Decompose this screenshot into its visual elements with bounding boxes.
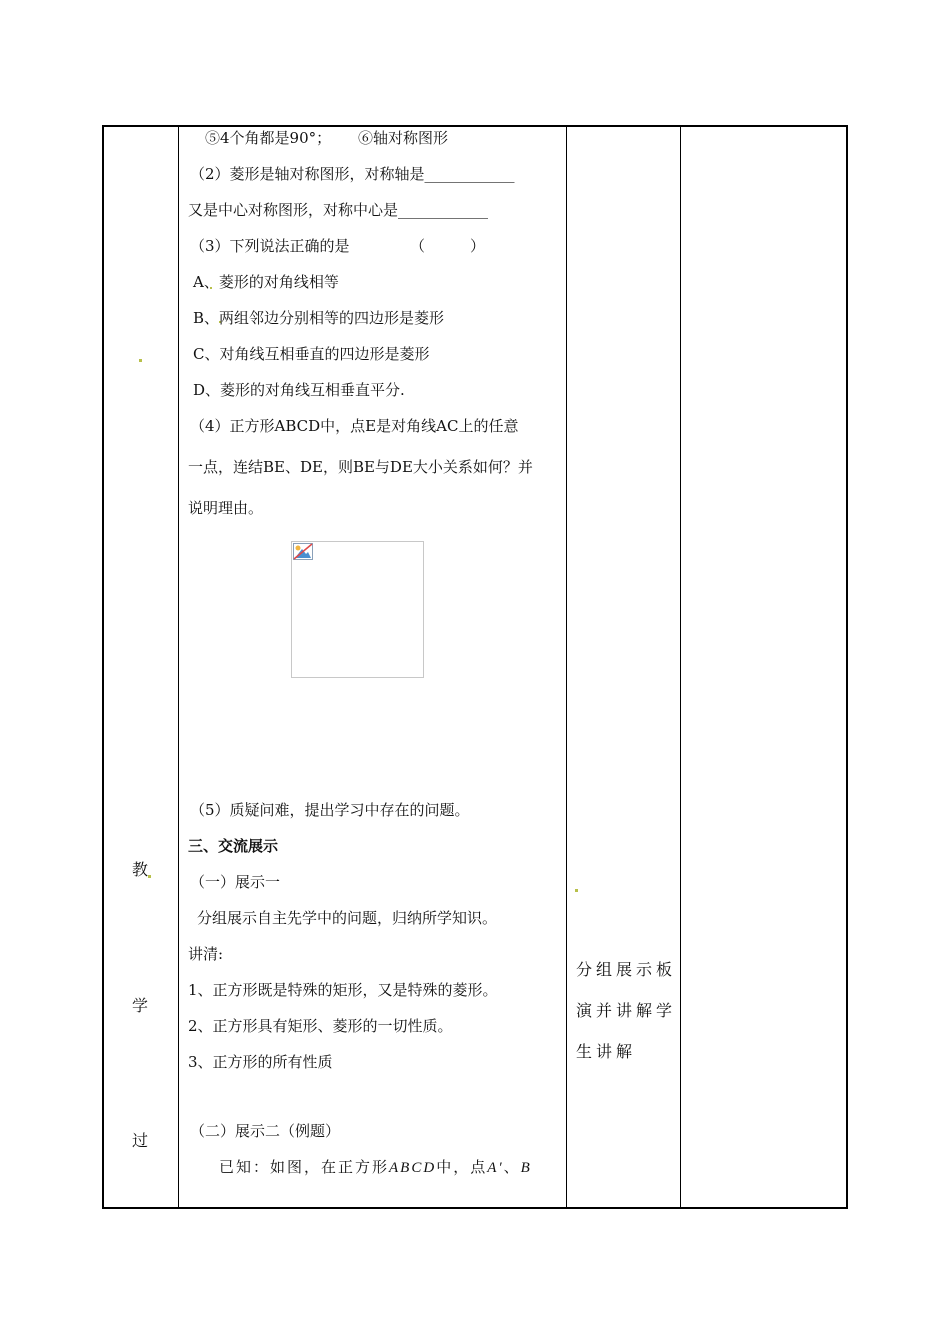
side-label-char: 学 — [132, 996, 149, 1015]
marker-dot — [575, 889, 578, 892]
show-2-heading: （二）展示二（例题） — [190, 1122, 341, 1140]
example-text: 已知：如图，在正方形 — [219, 1158, 390, 1176]
show-1-description: 分组展示自主先学中的问题，归纳所学知识。 — [197, 909, 498, 927]
column-divider — [680, 125, 681, 1209]
option-b: B、两组邻边分别相等的四边形是菱形 — [193, 309, 445, 327]
side-label-char: 教 — [132, 860, 149, 879]
point-3: 3、正方形的所有性质 — [188, 1053, 333, 1071]
question-4-line-3: 说明理由。 — [188, 499, 264, 517]
question-2-line-2: 又是中心对称图形，对称中心是____________ — [188, 201, 489, 219]
note-line: 演并讲解学 — [576, 1001, 677, 1020]
option-d: D、菱形的对角线互相垂直平分. — [193, 381, 405, 399]
property-5: ⑤4个角都是90°； — [205, 129, 332, 147]
option-c: C、对角线互相垂直的四边形是菱形 — [193, 345, 430, 363]
point-2: 2、正方形具有矩形、菱形的一切性质。 — [188, 1017, 453, 1035]
example-intro — [219, 1157, 532, 1178]
note-line: 生讲解 — [576, 1042, 637, 1061]
example-point-a-prime: A′ — [487, 1160, 504, 1176]
question-2-line-1: （2）菱形是轴对称图形，对称轴是____________ — [190, 165, 515, 183]
example-square-name: ABCD — [389, 1160, 437, 1176]
property-6: ⑥轴对称图形 — [358, 129, 449, 147]
option-a: A、菱形的对角线相等 — [193, 273, 339, 291]
point-1: 1、正方形既是特殊的矩形，又是特殊的菱形。 — [188, 981, 498, 999]
column-divider — [178, 125, 179, 1209]
side-label-char: 过 — [132, 1131, 149, 1150]
broken-image-icon — [293, 543, 313, 560]
question-3: （3）下列说法正确的是 — [190, 237, 350, 255]
example-text: 中，点 — [436, 1158, 488, 1176]
section-3-heading: 三、交流展示 — [188, 837, 279, 855]
figure-image-placeholder — [291, 541, 424, 678]
answer-parentheses: （ ） — [410, 237, 486, 255]
example-point-b: B — [520, 1160, 532, 1176]
question-4-line-1: （4）正方形ABCD中，点E是对角线AC上的任意 — [190, 417, 519, 435]
question-4-line-2: 一点，连结BE、DE，则BE与DE大小关系如何？并 — [188, 458, 533, 476]
explain-label: 讲清: — [188, 945, 224, 963]
column-divider — [566, 125, 567, 1209]
note-line: 分组展示板 — [576, 960, 677, 979]
marker-dot — [139, 359, 142, 362]
example-text: 、 — [503, 1158, 521, 1176]
show-1-heading: （一）展示一 — [190, 873, 281, 891]
question-5: （5）质疑问难，提出学习中存在的问题。 — [190, 801, 470, 819]
marker-dot — [148, 875, 151, 878]
